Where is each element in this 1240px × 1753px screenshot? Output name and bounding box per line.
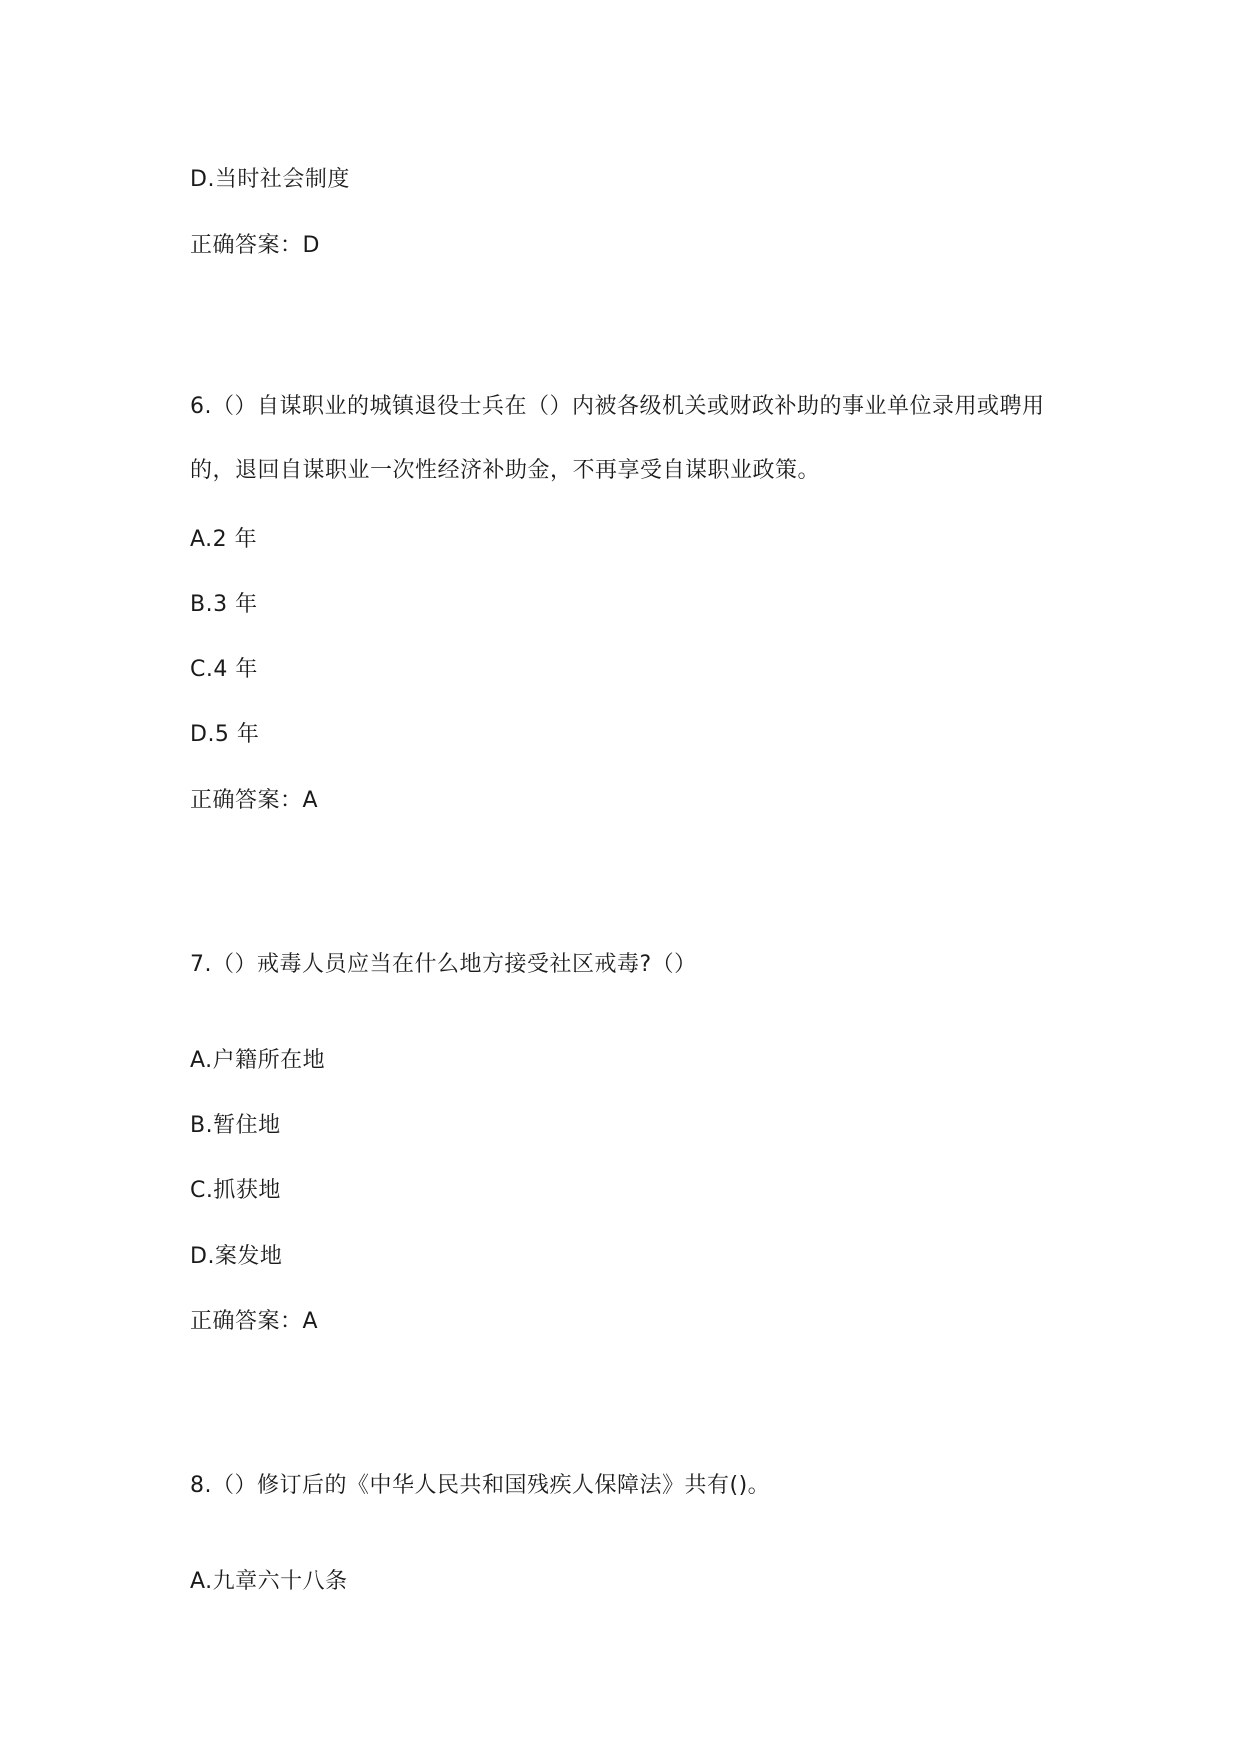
question-7-option-d: D.案发地 [190, 1244, 283, 1269]
question-6-option-a: A.2 年 [190, 527, 258, 552]
question-6-answer: 正确答案：A [190, 788, 319, 813]
question-6-option-c: C.4 年 [190, 657, 258, 682]
prev-answer: 正确答案：D [190, 233, 320, 258]
question-7-option-b: B.暂住地 [190, 1113, 281, 1138]
question-7-option-c: C.抓获地 [190, 1178, 281, 1203]
question-7-option-a: A.户籍所在地 [190, 1048, 326, 1073]
question-6-option-b: B.3 年 [190, 592, 258, 617]
question-7-stem: 7.（）戒毒人员应当在什么地方接受社区戒毒?（） [190, 952, 697, 977]
question-6-stem: 6.（）自谋职业的城镇退役士兵在（）内被各级机关或财政补助的事业单位录用或聘用的，退回自谋职业一次性经济补助金，不再享受自谋职业政策。 [190, 394, 1045, 483]
question-6-option-d: D.5 年 [190, 722, 260, 747]
question-8-option-a: A.九章六十八条 [190, 1569, 348, 1594]
question-7-answer: 正确答案：A [190, 1309, 319, 1334]
question-8-stem: 8.（）修订后的《中华人民共和国残疾人保障法》共有()。 [190, 1473, 771, 1498]
prev-option-d: D.当时社会制度 [190, 167, 350, 192]
